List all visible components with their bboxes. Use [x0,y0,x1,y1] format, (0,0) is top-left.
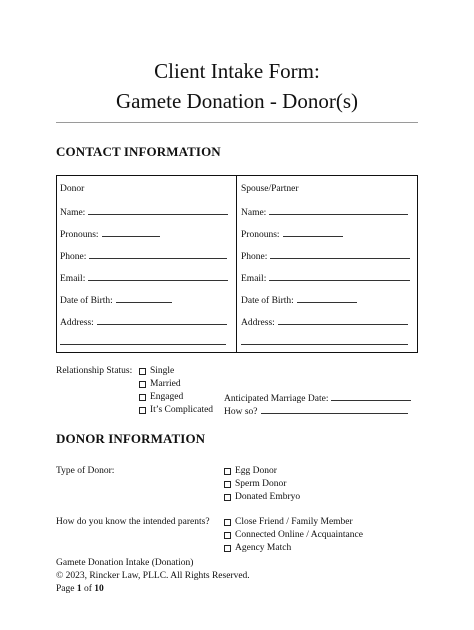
partner-column-header: Spouse/Partner [241,184,299,194]
donor-type-embryo[interactable] [224,491,300,503]
form-title-line2: Gamete Donation - Donor(s) [115,89,358,113]
page-current: 1 [76,584,82,594]
relationship-option-single[interactable] [139,365,174,377]
donor-phone-field[interactable] [60,249,227,263]
partner-dob-field[interactable] [241,293,357,307]
relationship-option-label: Single [150,366,175,376]
donor-type-label: Type of Donor: [56,466,115,476]
donor-column-header: Donor [60,184,85,194]
donor-phone-input-line[interactable] [89,249,227,259]
relationship-status-label: Relationship Status: [56,366,133,376]
how-so-label: How so? [224,407,258,417]
know-parents-option-label: Connected Online / Acquaintance [235,530,363,540]
relationship-option-engaged[interactable] [139,391,183,403]
donor-type-option-label: Donated Embryo [235,492,301,502]
checkbox-icon[interactable] [139,394,146,401]
anticipated-marriage-date-input-line[interactable] [331,391,411,401]
donor-email-field[interactable] [60,271,228,285]
partner-address-label: Address: [241,318,275,328]
partner-email-label: Email: [241,274,267,284]
relationship-option-complicated[interactable] [139,404,213,416]
title-divider [56,122,418,123]
relationship-option-label: Married [150,379,181,389]
donor-name-input-line[interactable] [88,205,228,215]
partner-pronouns-field[interactable] [241,227,343,241]
partner-pronouns-input-line[interactable] [283,227,343,237]
how-so-field[interactable] [224,404,408,418]
partner-phone-label: Phone: [241,252,268,262]
donor-name-field[interactable] [60,205,228,219]
page-total: 10 [94,584,104,594]
donor-dob-input-line[interactable] [116,293,172,303]
checkbox-icon[interactable] [139,407,146,414]
know-parents-label: How do you know the intended parents? [56,517,210,527]
relationship-option-label: Engaged [150,392,184,402]
donor-type-option-label: Egg Donor [235,466,277,476]
partner-name-field[interactable] [241,205,408,219]
donor-address-label: Address: [60,318,94,328]
contact-section-heading: CONTACT INFORMATION [56,144,221,159]
page-prefix: Page [56,584,77,594]
donor-type-sperm[interactable] [224,478,286,490]
donor-address-line2[interactable] [60,344,226,345]
donor-pronouns-field[interactable] [60,227,160,241]
checkbox-icon[interactable] [224,532,231,539]
donor-type-option-label: Sperm Donor [235,479,287,489]
know-parents-option-label: Close Friend / Family Member [235,517,353,527]
partner-name-input-line[interactable] [269,205,408,215]
donor-email-label: Email: [60,274,86,284]
donor-pronouns-label: Pronouns: [60,230,99,240]
relationship-option-label: It’s Complicated [150,405,214,415]
anticipated-marriage-date-label: Anticipated Marriage Date: [224,394,329,404]
partner-email-field[interactable] [241,271,410,285]
donor-address-field[interactable] [60,315,227,329]
partner-dob-label: Date of Birth: [241,296,294,306]
checkbox-icon[interactable] [224,494,231,501]
checkbox-icon[interactable] [224,545,231,552]
partner-address-input-line[interactable] [278,315,408,325]
checkbox-icon[interactable] [224,481,231,488]
donor-section-heading: DONOR INFORMATION [56,431,206,446]
partner-pronouns-label: Pronouns: [241,230,280,240]
partner-address-line2[interactable] [241,344,408,345]
checkbox-icon[interactable] [224,519,231,526]
donor-dob-field[interactable] [60,293,172,307]
partner-email-input-line[interactable] [269,271,410,281]
know-parents-option-label: Agency Match [235,543,292,553]
checkbox-icon[interactable] [139,381,146,388]
contact-table-divider [236,175,237,353]
partner-name-label: Name: [241,208,267,218]
know-parents-agency[interactable] [224,542,291,554]
donor-type-egg[interactable] [224,465,277,477]
footer-copyright: © 2023, Rincker Law, PLLC. All Rights Reserved. [56,571,250,581]
relationship-option-married[interactable] [139,378,181,390]
partner-address-field[interactable] [241,315,408,329]
donor-dob-label: Date of Birth: [60,296,113,306]
checkbox-icon[interactable] [139,368,146,375]
checkbox-icon[interactable] [224,468,231,475]
page-mid: of [81,584,95,594]
anticipated-marriage-date-field[interactable] [224,391,411,405]
partner-phone-input-line[interactable] [270,249,410,259]
donor-phone-label: Phone: [60,252,87,262]
footer-page-number [56,583,104,595]
donor-address-input-line[interactable] [97,315,227,325]
know-parents-friend-family[interactable] [224,516,353,528]
donor-name-label: Name: [60,208,86,218]
know-parents-online[interactable] [224,529,363,541]
footer-form-name: Gamete Donation Intake (Donation) [56,558,194,568]
form-title-line1: Client Intake Form: [154,59,320,83]
how-so-input-line[interactable] [261,404,408,414]
partner-dob-input-line[interactable] [297,293,357,303]
partner-phone-field[interactable] [241,249,410,263]
donor-pronouns-input-line[interactable] [102,227,160,237]
donor-email-input-line[interactable] [88,271,228,281]
